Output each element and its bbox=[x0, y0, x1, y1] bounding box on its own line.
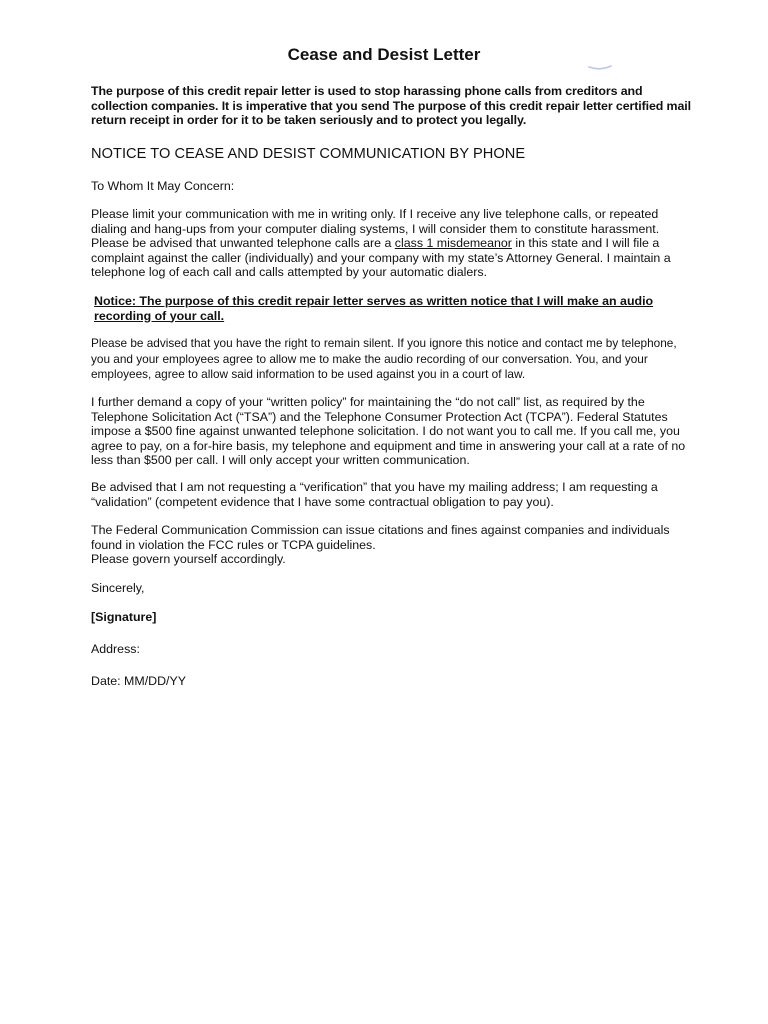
paragraph-harassment bbox=[91, 207, 691, 280]
paragraph-harassment-end: in this state and I will file a complaint against the caller (individually) and your company with my state’s Attorney General. I maintain a telephone log of each call and calls attempted by your automatic dialers. bbox=[91, 236, 671, 279]
paragraph-harassment-start: Please limit your communication with me in writing only. If I receive any live telephone calls, or repeated dialing and hang-ups from your computer dialing systems, I will consider them to constitute harassment. Please be advised that unwanted telephone calls are a bbox=[91, 207, 660, 250]
paragraph-validation: Be advised that I am not requesting a “verification” that you have my mailing address; I am requesting a “validation” (competent evidence that I have some contractual obligation to pay you). bbox=[91, 480, 658, 509]
paragraph-fcc bbox=[91, 523, 691, 567]
paragraph-fcc-text: The Federal Communication Commission can issue citations and fines against companies and individuals found in violation the FCC rules or TCPA guidelines. bbox=[91, 523, 670, 552]
section-heading: NOTICE TO CEASE AND DESIST COMMUNICATION BY PHONE bbox=[91, 146, 526, 162]
signature-placeholder: [Signature] bbox=[91, 610, 157, 624]
intro-paragraph: The purpose of this credit repair letter is used to stop harassing phone calls from creditors and collection companies. It is imperative that you send The purpose of this credit repair letter certified mail return receipt in order for it to be taken seriously and to protect you legally. bbox=[91, 84, 691, 127]
paragraph-silent: Please be advised that you have the right to remain silent. If you ignore this notice and contact me by telephone, you and your employees agree to allow me to make the audio recording of our conversation. You, and your employees, agree to allow said information to be used against you in a court of law. bbox=[91, 336, 677, 381]
closing: Sincerely, bbox=[91, 581, 145, 595]
paragraph-do-not-call: I further demand a copy of your “written policy” for maintaining the “do not call” list, as required by the Telephone Solicitation Act (“TSA”) and the Telephone Consumer Protection Act (TCPA”). Federal Statutes impose a $500 fine against unwanted telephone solicitation. I do not want you to call me. If you call me, you agree to pay, on a for-hire basis, my telephone and equipment and time in answering your call at a rate of no less than $500 per call. I will only accept your written communication. bbox=[91, 395, 686, 467]
salutation: To Whom It May Concern: bbox=[91, 179, 235, 193]
recording-notice: Notice: The purpose of this credit repair letter serves as written notice that I will make an audio recording of your call. bbox=[94, 294, 654, 323]
blue-ink-mark bbox=[588, 64, 612, 70]
address-line: Address: bbox=[91, 642, 140, 656]
misdemeanor-link-text: class 1 misdemeanor bbox=[394, 236, 512, 250]
date-line: Date: MM/DD/YY bbox=[91, 674, 187, 688]
govern-yourself-text: Please govern yourself accordingly. bbox=[91, 552, 286, 566]
document-title: Cease and Desist Letter bbox=[287, 45, 481, 64]
